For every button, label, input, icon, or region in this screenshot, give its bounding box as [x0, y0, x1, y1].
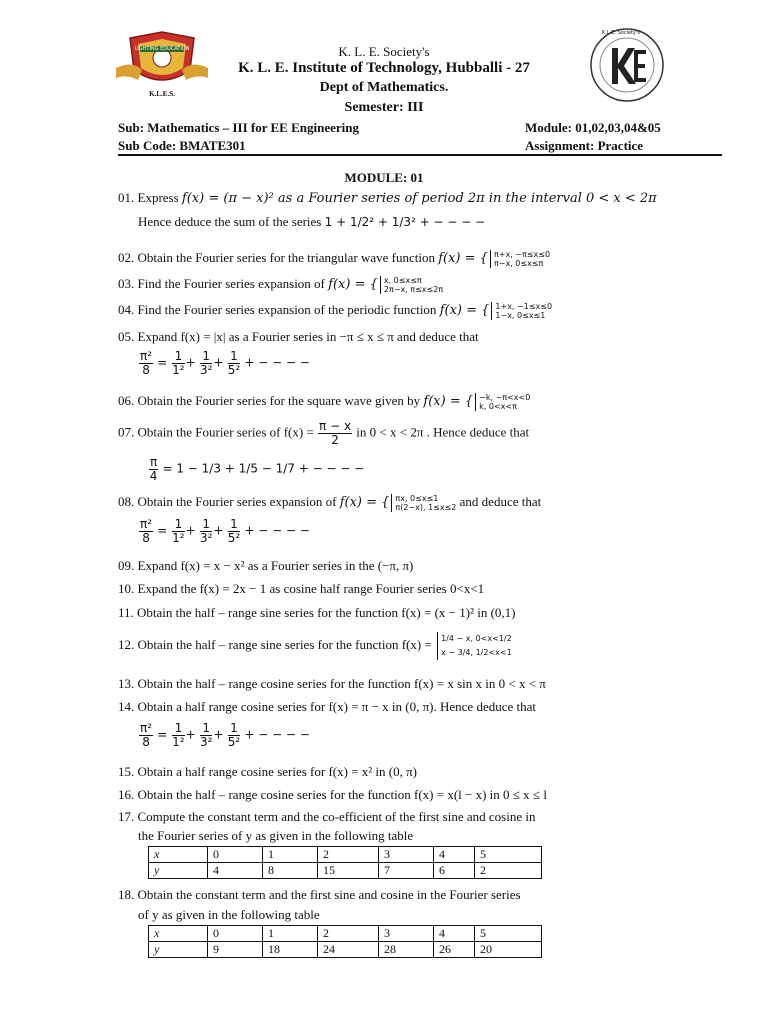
- question-15: 15. Obtain a half range cosine series for f(x) = x² in (0, π): [118, 764, 417, 779]
- assignment-type: Assignment: Practice: [525, 138, 644, 153]
- q01-text: 01. Express: [118, 190, 182, 205]
- question-08: 08. Obtain the Fourier series expansion of f(x) = { πx, 0≤x≤1 π(2−x), 1≤x≤2 and deduce that: [118, 494, 542, 513]
- subject-label: Sub: Mathematics – III for EE Engineering: [118, 120, 359, 135]
- module-title: MODULE: 01: [344, 170, 424, 185]
- table-row: x 0 1 2 3 4 5: [149, 926, 542, 942]
- table-row: y 9 18 24 28 26 20: [149, 942, 542, 958]
- question-10: 10. Expand the f(x) = 2x − 1 as cosine half range Fourier series 0<x<1: [118, 581, 485, 596]
- logo-right-caption: K.L.E. Society's: [602, 30, 640, 36]
- question-13: 13. Obtain the half – range cosine series for the function f(x) = x sin x in 0 < x < π: [118, 676, 546, 691]
- question-12: [118, 632, 512, 660]
- q03-text: 03. Find the Fourier series expansion of: [118, 276, 329, 291]
- question-03: 03. Find the Fourier series expansion of f(x) = { x, 0≤x≤π 2π−x, π≤x≤2π: [118, 276, 444, 295]
- society-name: K. L. E. Society's: [338, 44, 430, 59]
- question-01-deduce: [138, 214, 485, 230]
- question-17-b: the Fourier series of y as given in the following table: [138, 828, 414, 843]
- logo-banner-text: LIGHTING EDUCATION: [134, 46, 190, 52]
- q12-text: 12. Obtain the half – range sine series for the function f(x) =: [118, 636, 436, 652]
- question-16: 16. Obtain the half – range cosine series for the function f(x) = x(l − x) in 0 ≤ x ≤ l: [118, 787, 547, 802]
- q01-math: f(x) = (π − x)² as a Fourier series of period 2π in the interval 0 < x < 2π: [181, 191, 657, 206]
- q06-text: 06. Obtain the Fourier series for the square wave given by: [118, 393, 424, 408]
- q07-text: 07. Obtain the Fourier series of f(x) =: [118, 424, 318, 440]
- q07-text-b: in 0 < x < 2π . Hence deduce that: [353, 424, 530, 440]
- q07-series: $\frac{\pi}{4}$ = 1 − 1/3 + 1/5 − 1/7 + − − − −: [149, 455, 365, 483]
- q08-series: $\frac{\text{π²}}{8}$ = $\frac{1}{\text{1²}}$ + $\frac{1}{\text{3²}}$ + $\frac{1}{\text{5²}}$ + − − − −: [140, 517, 310, 545]
- question-04: 04. Find the Fourier series expansion of the periodic function f(x) = { 1+x, −1≤x≤0 1−x, 0≤x≤1: [118, 302, 553, 321]
- question-18-b: of y as given in the following table: [138, 907, 320, 922]
- table-row: x 0 1 2 3 4 5: [149, 847, 542, 863]
- table-18: [148, 925, 542, 958]
- q04-text: 04. Find the Fourier series expansion of the periodic function: [118, 302, 440, 317]
- table-row: y 4 8 15 7 6 2: [149, 863, 542, 879]
- q06-cases: −k, −π<x<0 k, 0<x<π: [475, 393, 530, 411]
- logo-left-caption: K.L.E.S.: [149, 90, 175, 98]
- subject-code: Sub Code: BMATE301: [118, 138, 246, 153]
- semester-label: Semester: III: [344, 100, 424, 115]
- q14-series: $\frac{\text{π²}}{8}$ = $\frac{1}{\text{1²}}$ + $\frac{1}{\text{3²}}$ + $\frac{1}{\text{5²}}$ + − − − −: [140, 721, 310, 749]
- module-list: Module: 01,02,03,04&05: [525, 120, 661, 135]
- question-17: 17. Compute the constant term and the co-efficient of the first sine and cosine in: [118, 809, 536, 824]
- question-09: 09. Expand f(x) = x − x² as a Fourier series in the (−π, π): [118, 558, 414, 573]
- table-17: [148, 846, 542, 879]
- question-06: 06. Obtain the Fourier series for the square wave given by f(x) = { −k, −π<x<0 k, 0<x<π: [118, 393, 531, 412]
- question-01: [118, 190, 657, 206]
- header-divider: [118, 154, 722, 156]
- q03-cases: x, 0≤x≤π 2π−x, π≤x≤2π: [380, 276, 443, 294]
- q02-cases: π+x, −π≤x≤0 π−x, 0≤x≤π: [490, 250, 550, 268]
- department-name: Dept of Mathematics.: [319, 80, 449, 95]
- institute-name: K. L. E. Institute of Technology, Hubballi - 27: [238, 60, 530, 76]
- question-02: 02. Obtain the Fourier series for the triangular wave function f(x) = { π+x, −π≤x≤0 π−x, 0≤x≤π: [118, 250, 551, 269]
- q05-series: $\frac{\text{π²}}{8}$ = $\frac{1}{\text{1²}}$ + $\frac{1}{\text{3²}}$ + $\frac{1}{\text{5²}}$ + − − − −: [140, 349, 310, 377]
- q01-series: 1 + 1/2² + 1/3² + − − − −: [324, 215, 486, 229]
- q08-cases: πx, 0≤x≤1 π(2−x), 1≤x≤2: [391, 494, 456, 512]
- question-14: 14. Obtain a half range cosine series for f(x) = π − x in (0, π). Hence deduce that: [118, 699, 536, 714]
- question-07: 07. Obtain the Fourier series of f(x) = $\frac{\pi - x}{2}$ in 0 < x < 2π . Hence deduce that: [118, 419, 530, 447]
- question-05: 05. Expand f(x) = |x| as a Fourier series in −π ≤ x ≤ π and deduce that: [118, 329, 479, 344]
- q04-cases: 1+x, −1≤x≤0 1−x, 0≤x≤1: [491, 302, 552, 320]
- question-11: 11. Obtain the half – range sine series for the function f(x) = (x − 1)² in (0,1): [118, 605, 516, 620]
- q01-deduce-text: Hence deduce the sum of the series: [138, 214, 325, 229]
- question-18: 18. Obtain the constant term and the first sine and cosine in the Fourier series: [118, 887, 521, 902]
- q02-text: 02. Obtain the Fourier series for the triangular wave function: [118, 250, 439, 265]
- q12-cases: 1/4 − x, 0<x<1/2 x − 3/4, 1/2<x<1: [437, 632, 512, 660]
- q08-text: 08. Obtain the Fourier series expansion of: [118, 494, 340, 509]
